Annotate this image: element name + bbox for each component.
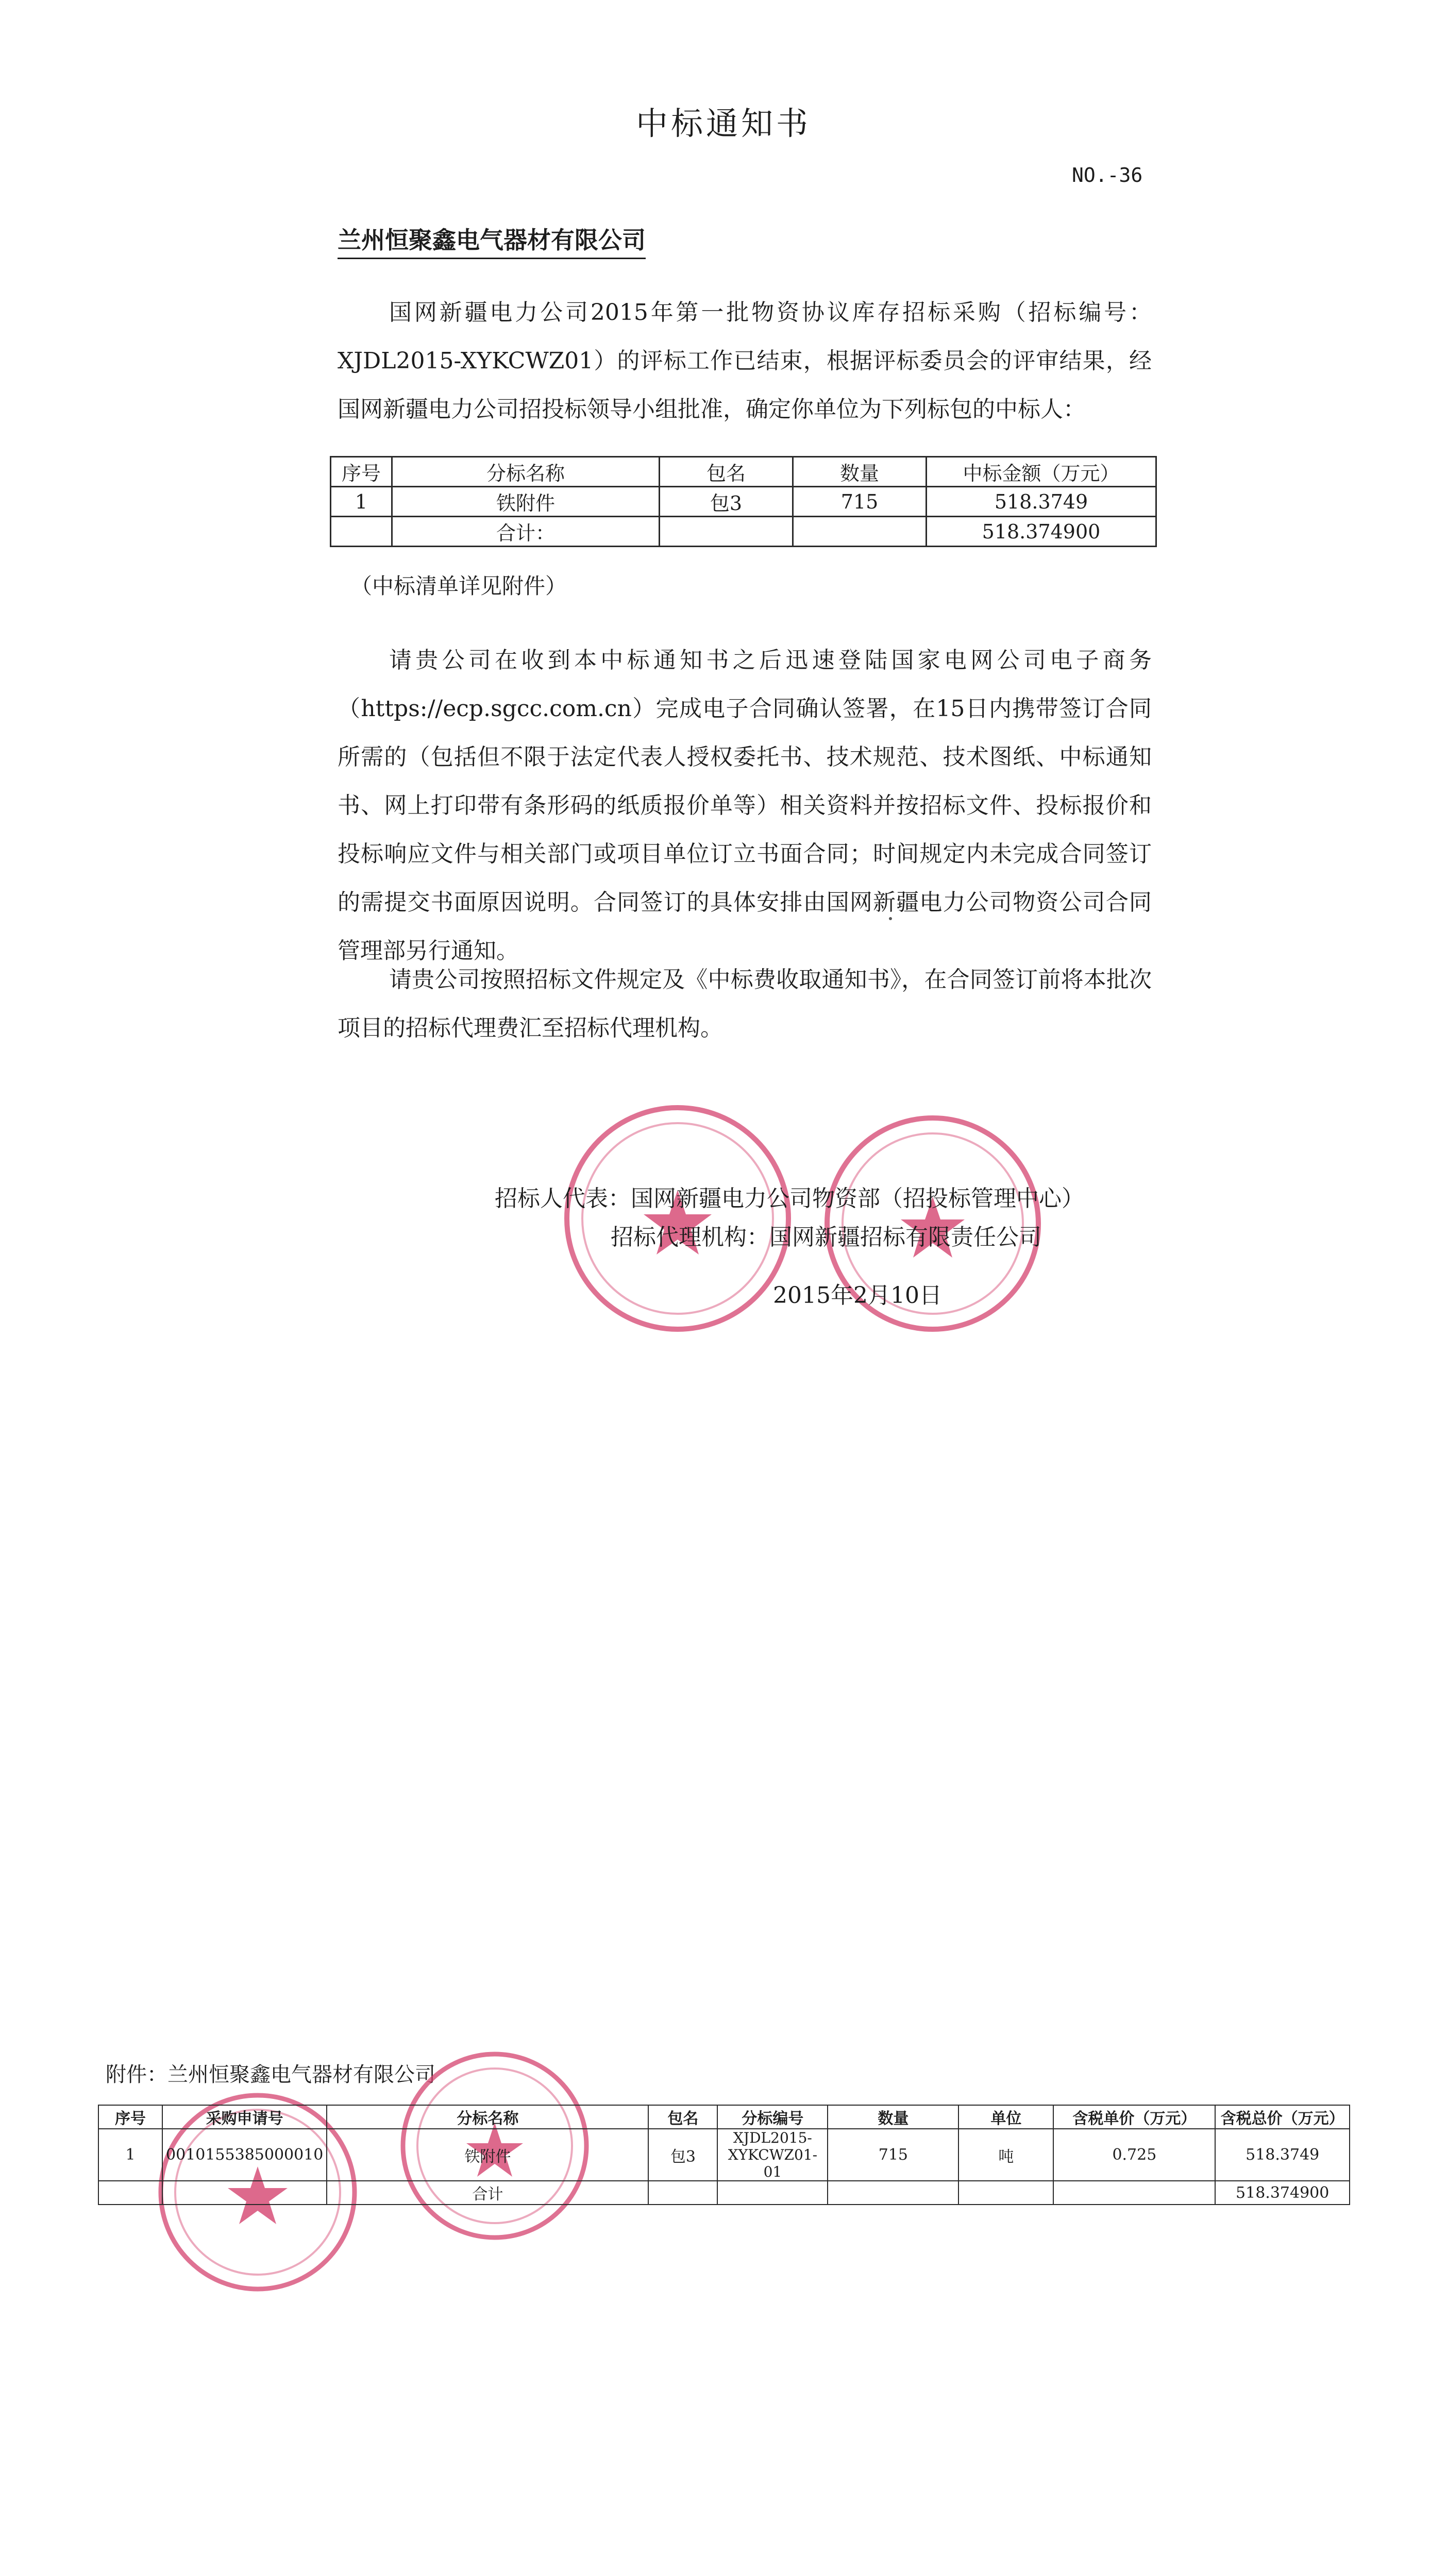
total-label: 合计： [392,517,660,547]
header-cell: 序号 [331,457,392,487]
header-cell: 数量 [828,2105,958,2129]
cell: 1 [98,2129,162,2181]
empty-cell [98,2181,162,2205]
empty-cell [717,2181,828,2205]
header-cell: 数量 [793,457,927,487]
cell: 包3 [648,2129,717,2181]
cell: 铁附件 [327,2129,648,2181]
empty-cell [1053,2181,1215,2205]
award-table-header [331,457,1156,487]
table-row [98,2129,1350,2181]
total-value: 518.374900 [927,517,1156,547]
annex-note: （中标清单详见附件） [350,573,567,599]
instruction-paragraph: 请贵公司在收到本中标通知书之后迅速登陆国家电网公司电子商务（https://ecp.sgcc.com.cn）完成电子合同确认签署，在15日内携带签订合同所需的（包括但不限于法定代表人授权委托书、技术规范、技术图纸、中标通知书、网上打印带有条形码的纸质报价单等）相关资料并按招标文件、投标报价和投标响应文件与相关部门或项目单位订立书面合同；时间规定内未完成合同签订的需提交书面原因说明。合同签订的具体安排由国网新疆电力公司物资公司合同管理部另行通知。 [338,647,1152,964]
header-cell: 含税单价（万元） [1053,2105,1215,2129]
signature-agency: 招标代理机构：国网新疆招标有限责任公司 [611,1224,1041,1250]
cell: 518.3749 [1215,2129,1350,2181]
cell: 1 [331,487,392,517]
cell: 铁附件 [392,487,660,517]
header-cell: 中标金额（万元） [927,457,1156,487]
cell: XJDL2015-XYKCWZ01-01 [717,2129,828,2181]
header-cell: 分标名称 [392,457,660,487]
header-cell: 分标名称 [327,2105,648,2129]
signature-tenderer: 招标人代表：国网新疆电力公司物资部（招投标管理中心） [495,1185,1084,1212]
award-table [330,456,1157,547]
header-cell: 包名 [648,2105,717,2129]
empty-cell [660,517,793,547]
empty-cell [828,2181,958,2205]
recipient-company: 兰州恒聚鑫电气器材有限公司 [338,222,646,259]
speck [889,917,892,920]
total-value: 518.374900 [1215,2181,1350,2205]
empty-cell [793,517,927,547]
cell: 715 [828,2129,958,2181]
header-cell: 序号 [98,2105,162,2129]
signature-date: 2015年2月10日 [773,1282,942,1309]
empty-cell [331,517,392,547]
empty-cell [958,2181,1053,2205]
table-row [331,487,1156,517]
cell: 包3 [660,487,793,517]
total-label: 合计 [327,2181,648,2205]
cell: 518.3749 [927,487,1156,517]
document-title: 中标通知书 [635,105,811,142]
header-cell: 采购申请号 [162,2105,327,2129]
empty-cell [648,2181,717,2205]
header-cell: 包名 [660,457,793,487]
empty-cell [162,2181,327,2205]
cell: 0.725 [1053,2129,1215,2181]
table-total-row [98,2181,1350,2205]
header-cell: 含税总价（万元） [1215,2105,1350,2129]
table-total-row [331,517,1156,547]
document-number: NO.-36 [1072,164,1143,187]
annex-table [98,2105,1350,2205]
intro-paragraph: 国网新疆电力公司2015年第一批物资协议库存招标采购（招标编号：XJDL2015-XYKCWZ01）的评标工作已结束，根据评标委员会的评审结果，经国网新疆电力公司招投标领导小组批准，确定你单位为下列标包的中标人： [338,299,1152,422]
annex-table-header [98,2105,1350,2129]
annex-title: 附件：兰州恒聚鑫电气器材有限公司 [106,2063,435,2087]
cell: 715 [793,487,927,517]
cell: 吨 [958,2129,1053,2181]
cell: 0010155385000010 [162,2129,327,2181]
fee-paragraph: 请贵公司按照招标文件规定及《中标费收取通知书》，在合同签订前将本批次项目的招标代理费汇至招标代理机构。 [338,967,1152,1041]
header-cell: 单位 [958,2105,1053,2129]
header-cell: 分标编号 [717,2105,828,2129]
